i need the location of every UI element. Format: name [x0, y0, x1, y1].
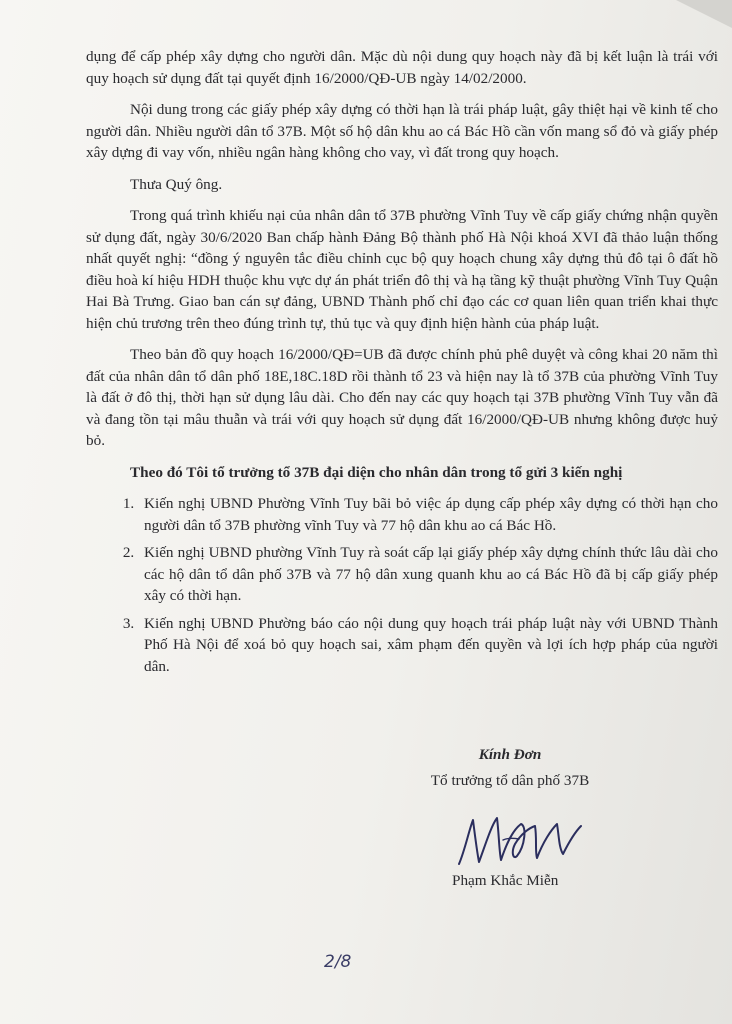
petition-item: 1. Kiến nghị UBND Phường Vĩnh Tuy bãi bỏ việc áp dụng cấp phép xây dựng có thời hạn cho người dân tổ 37B phường vĩnh Tuy và 77 hộ dân khu ao cá Bác Hồ.	[138, 493, 718, 536]
greeting: Thưa Quý ông.	[130, 175, 223, 193]
letter-body	[86, 46, 718, 683]
petition-list	[86, 493, 718, 677]
paragraph-complaint-process: Trong quá trình khiếu nại của nhân dân tổ 37B phường Vĩnh Tuy về cấp giấy chứng nhận quyền sử dụng đất, ngày 30/6/2020 Ban chấp hành Đảng Bộ thành phố Hà Nội khoá XVI đã thảo luận thống nhất quyết nghị: “đồng ý nguyên tắc điều chỉnh cục bộ quy hoạch chung xây dựng thủ đô tại ô đất hồ điều hoà kí hiệu HDH thuộc khu vực dự án phát triển đô thị và hạ tầng kỹ thuật phường Vĩnh Tuy Quận Hai Bà Trưng. Giao ban cán sự đảng, UBND Thành phố chỉ đạo các cơ quan liên quan triển khai thực hiện chủ trương trên theo đúng trình tự, thủ tục và quy định hiện hành của pháp luật.	[86, 207, 718, 332]
folded-corner	[676, 0, 732, 28]
page-number: 2/8	[324, 952, 352, 972]
paragraph-planning-map: Theo bản đồ quy hoạch 16/2000/QĐ=UB đã được chính phủ phê duyệt và công khai 20 năm thì đất của nhân dân tổ dân phố 18E,18C.18D rồi thành tổ 23 và hiện nay là tổ 37B của phường Vĩnh Tuy là đất ở đô thị, thời hạn sử dụng lâu dài. Cho đến nay các quy hoạch tại 37B phường Vĩnh Tuy vẫn đã và đang tồn tại mâu thuẫn và trái với quy hoạch sử dụng đất 16/2000/QĐ-UB nhưng không được huỷ bỏ.	[86, 346, 718, 449]
signature-block	[400, 746, 620, 790]
signer-name: Phạm Khắc Miễn	[452, 872, 559, 889]
petitions-heading: Theo đó Tôi tổ trưởng tổ 37B đại diện cho nhân dân trong tổ gửi 3 kiến nghị	[130, 463, 623, 481]
paragraph-permits: Nội dung trong các giấy phép xây dựng có thời hạn là trái pháp luật, gây thiệt hại về kinh tế cho người dân. Nhiều người dân tổ 37B. Một số hộ dân khu ao cá Bác Hồ cần vốn mang sổ đỏ và giấy phép xây dựng đi vay vốn, nhiều ngân hàng không cho vay, vì đất trong quy hoạch.	[86, 101, 718, 161]
paragraph-continuation: dụng để cấp phép xây dựng cho người dân. Mặc dù nội dung quy hoạch này đã bị kết luận là trái với quy hoạch sử dụng đất tại quyết định 16/2000/QĐ-UB ngày 14/02/2000.	[86, 48, 718, 87]
closing-phrase: Kính Đơn	[478, 746, 542, 763]
handwritten-signature	[455, 812, 585, 874]
petition-item: 2. Kiến nghị UBND phường Vĩnh Tuy rà soát cấp lại giấy phép xây dựng chính thức lâu dài cho các hộ dân tổ dân phố 37B và 77 hộ dân xung quanh khu ao cá Bác Hồ đã bị cấp giấy phép xây có thời hạn.	[138, 542, 718, 607]
signer-role: Tổ trưởng tổ dân phố 37B	[430, 772, 590, 789]
petition-item: 3. Kiến nghị UBND Phường báo cáo nội dung quy hoạch trái pháp luật này với UBND Thành Phố Hà Nội để xoá bỏ quy hoạch sai, xâm phạm đến quyền và lợi ích hợp pháp của người dân.	[138, 613, 718, 678]
